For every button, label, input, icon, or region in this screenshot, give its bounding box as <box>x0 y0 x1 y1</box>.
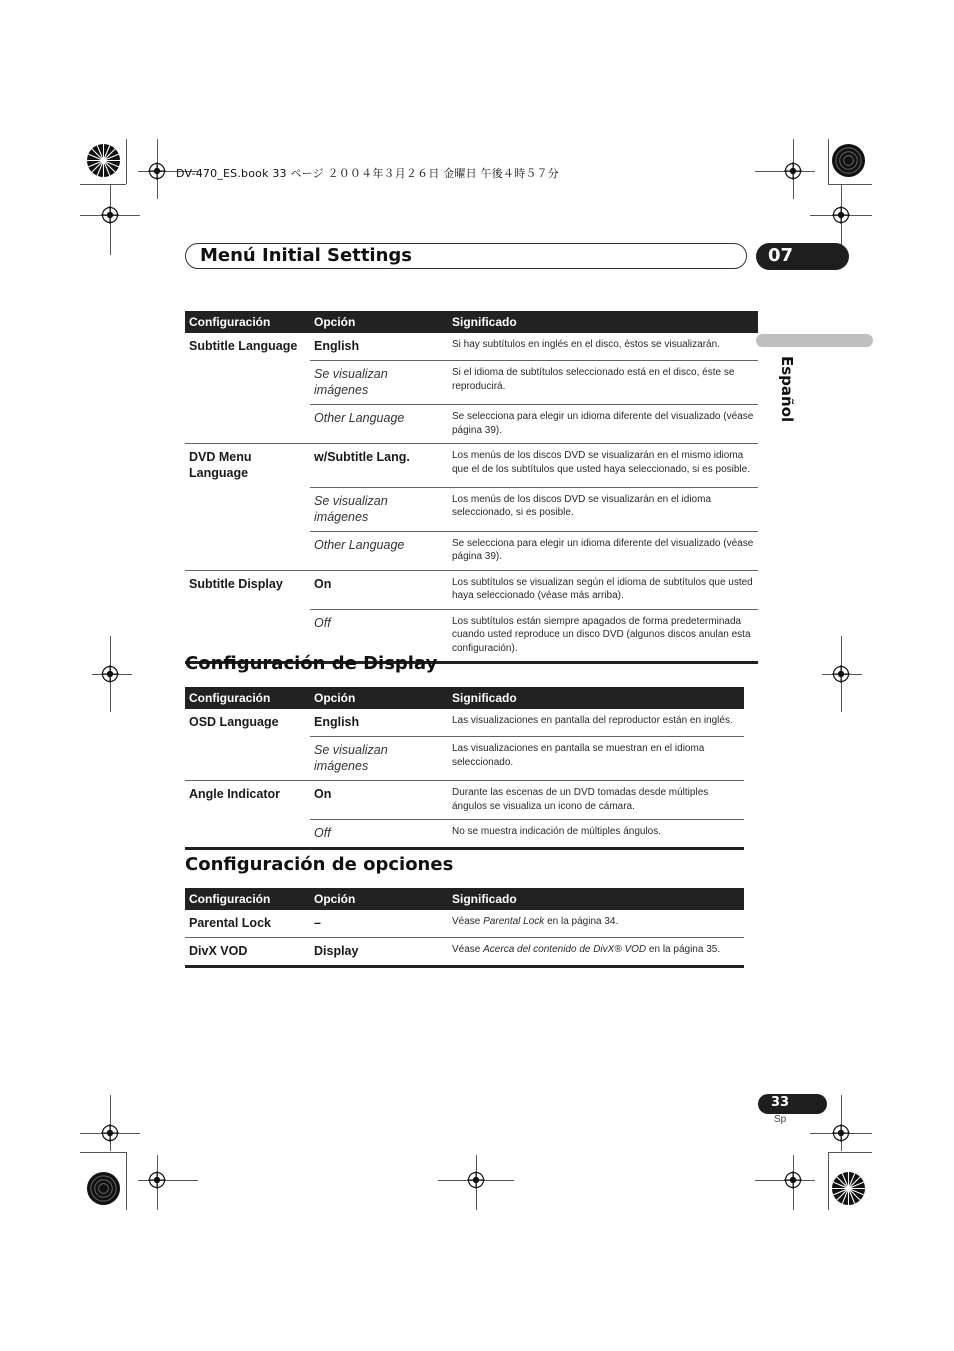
setting-name <box>185 737 310 781</box>
table-row <box>185 737 744 781</box>
circular-target-icon <box>86 1171 121 1206</box>
table-row <box>185 444 758 488</box>
book-print-header: DV-470_ES.book 33 ページ ２００４年３月２６日 金曜日 午後４時５７分 <box>176 167 559 180</box>
setting-name <box>185 487 310 531</box>
column-header-option: Opción <box>310 888 448 910</box>
registration-mark-icon <box>784 1171 802 1189</box>
page-language-suffix: Sp <box>774 1114 787 1125</box>
table-row <box>185 820 744 849</box>
table-row <box>185 531 758 570</box>
setting-name <box>185 405 310 444</box>
table-row <box>185 570 758 609</box>
setting-name: Subtitle Language <box>189 339 298 353</box>
registration-mark-icon <box>832 1124 850 1142</box>
starburst-target-icon <box>86 143 121 178</box>
table-header-row <box>185 687 744 709</box>
option-value: Se visualizan imágenes <box>310 737 448 781</box>
starburst-target-icon <box>831 1171 866 1206</box>
option-value: Other Language <box>310 405 448 444</box>
setting-name: DivX VOD <box>185 938 310 967</box>
option-value: Se visualizan imágenes <box>310 487 448 531</box>
option-meaning: Las visualizaciones en pantalla se muestran en el idioma seleccionado. <box>448 737 744 781</box>
table-header-row <box>185 888 744 910</box>
circular-target-icon <box>831 143 866 178</box>
option-meaning: Durante las escenas de un DVD tomadas desde múltiples ángulos se visualiza un icono de cámara. <box>448 781 744 820</box>
meaning-reference: Acerca del contenido de DivX® VOD <box>483 944 647 955</box>
option-meaning: Si el idioma de subtítulos seleccionado está en el disco, éste se reproducirá. <box>448 361 758 405</box>
registration-mark-icon <box>832 206 850 224</box>
column-header-meaning: Significado <box>448 687 744 709</box>
meaning-prefix: Véase <box>452 944 484 955</box>
option-value: Other Language <box>310 531 448 570</box>
option-value: – <box>310 910 448 938</box>
registration-mark-icon <box>148 1171 166 1189</box>
chapter-number-badge <box>756 243 849 270</box>
setting-name <box>185 531 310 570</box>
option-meaning: Los menús de los discos DVD se visualizarán en el idioma seleccionado, si es posible. <box>448 487 758 531</box>
option-meaning: Los subtítulos se visualizan según el idioma de subtítulos que usted haya seleccionado (véase más arriba). <box>448 570 758 609</box>
registration-mark-icon <box>101 665 119 683</box>
option-value: Off <box>310 820 448 849</box>
option-meaning: Las visualizaciones en pantalla del reproductor están en inglés. <box>448 709 744 737</box>
option-value: English <box>310 333 448 361</box>
column-header-option: Opción <box>310 311 448 333</box>
language-tab <box>756 334 873 347</box>
registration-mark-icon <box>101 206 119 224</box>
column-header-config: Configuración <box>185 687 310 709</box>
table-row <box>185 910 744 938</box>
chapter-title: Menú Initial Settings <box>200 245 413 266</box>
option-meaning: Se selecciona para elegir un idioma diferente del visualizado (véase página 39). <box>448 405 758 444</box>
table-row <box>185 333 758 361</box>
table-row <box>185 938 744 967</box>
setting-name <box>185 820 310 849</box>
option-meaning <box>448 938 744 967</box>
option-value: Off <box>310 609 448 663</box>
setting-name: Subtitle Display <box>189 576 283 591</box>
page-number-badge <box>758 1094 827 1114</box>
option-meaning: No se muestra indicación de múltiples ángulos. <box>448 820 744 849</box>
settings-table-display <box>185 687 744 850</box>
chapter-number: 07 <box>768 245 794 266</box>
page-number: 33 <box>771 1095 790 1110</box>
table-row <box>185 781 744 820</box>
option-meaning: Si hay subtítulos en inglés en el disco, éstos se visualizarán. <box>448 333 758 361</box>
setting-name: Angle Indicator <box>189 787 280 801</box>
registration-mark-icon <box>784 162 802 180</box>
table-row <box>185 709 744 737</box>
table-row <box>185 405 758 444</box>
settings-table-options <box>185 888 744 968</box>
meaning-suffix: en la página 35. <box>646 944 721 955</box>
option-meaning: Los menús de los discos DVD se visualizarán en el mismo idioma que el de los subtítulos que usted haya seleccionado, si es posible. <box>448 444 758 488</box>
chapter-title-bar <box>185 243 747 269</box>
table-row <box>185 361 758 405</box>
column-header-meaning: Significado <box>448 311 758 333</box>
meaning-prefix: Véase <box>452 916 484 927</box>
option-meaning: Los subtítulos están siempre apagados de forma predeterminada cuando usted reproduce un disco DVD (algunos discos anulan esta configuración). <box>448 609 758 663</box>
table-row <box>185 487 758 531</box>
option-meaning <box>448 910 744 938</box>
registration-mark-icon <box>832 665 850 683</box>
setting-name <box>185 361 310 405</box>
meaning-suffix: en la página 34. <box>544 916 619 927</box>
meaning-reference: Parental Lock <box>483 916 545 927</box>
setting-name: OSD Language <box>189 715 279 729</box>
column-header-config: Configuración <box>185 311 310 333</box>
registration-mark-icon <box>467 1171 485 1189</box>
settings-table-language <box>185 311 758 664</box>
setting-name: DVD Menu Language <box>189 450 252 480</box>
column-header-config: Configuración <box>185 888 310 910</box>
option-value: On <box>310 570 448 609</box>
option-value: English <box>310 709 448 737</box>
table-header-row <box>185 311 758 333</box>
setting-name: Parental Lock <box>185 910 310 938</box>
section-title-display: Configuración de Display <box>185 653 438 674</box>
column-header-meaning: Significado <box>448 888 744 910</box>
column-header-option: Opción <box>310 687 448 709</box>
option-value: w/Subtitle Lang. <box>310 444 448 488</box>
registration-mark-icon <box>148 162 166 180</box>
language-label: Español <box>778 356 796 423</box>
option-meaning: Se selecciona para elegir un idioma diferente del visualizado (véase página 39). <box>448 531 758 570</box>
section-title-options: Configuración de opciones <box>185 854 454 875</box>
option-value: Display <box>310 938 448 967</box>
registration-mark-icon <box>101 1124 119 1142</box>
option-value: Se visualizan imágenes <box>310 361 448 405</box>
option-value: On <box>310 781 448 820</box>
